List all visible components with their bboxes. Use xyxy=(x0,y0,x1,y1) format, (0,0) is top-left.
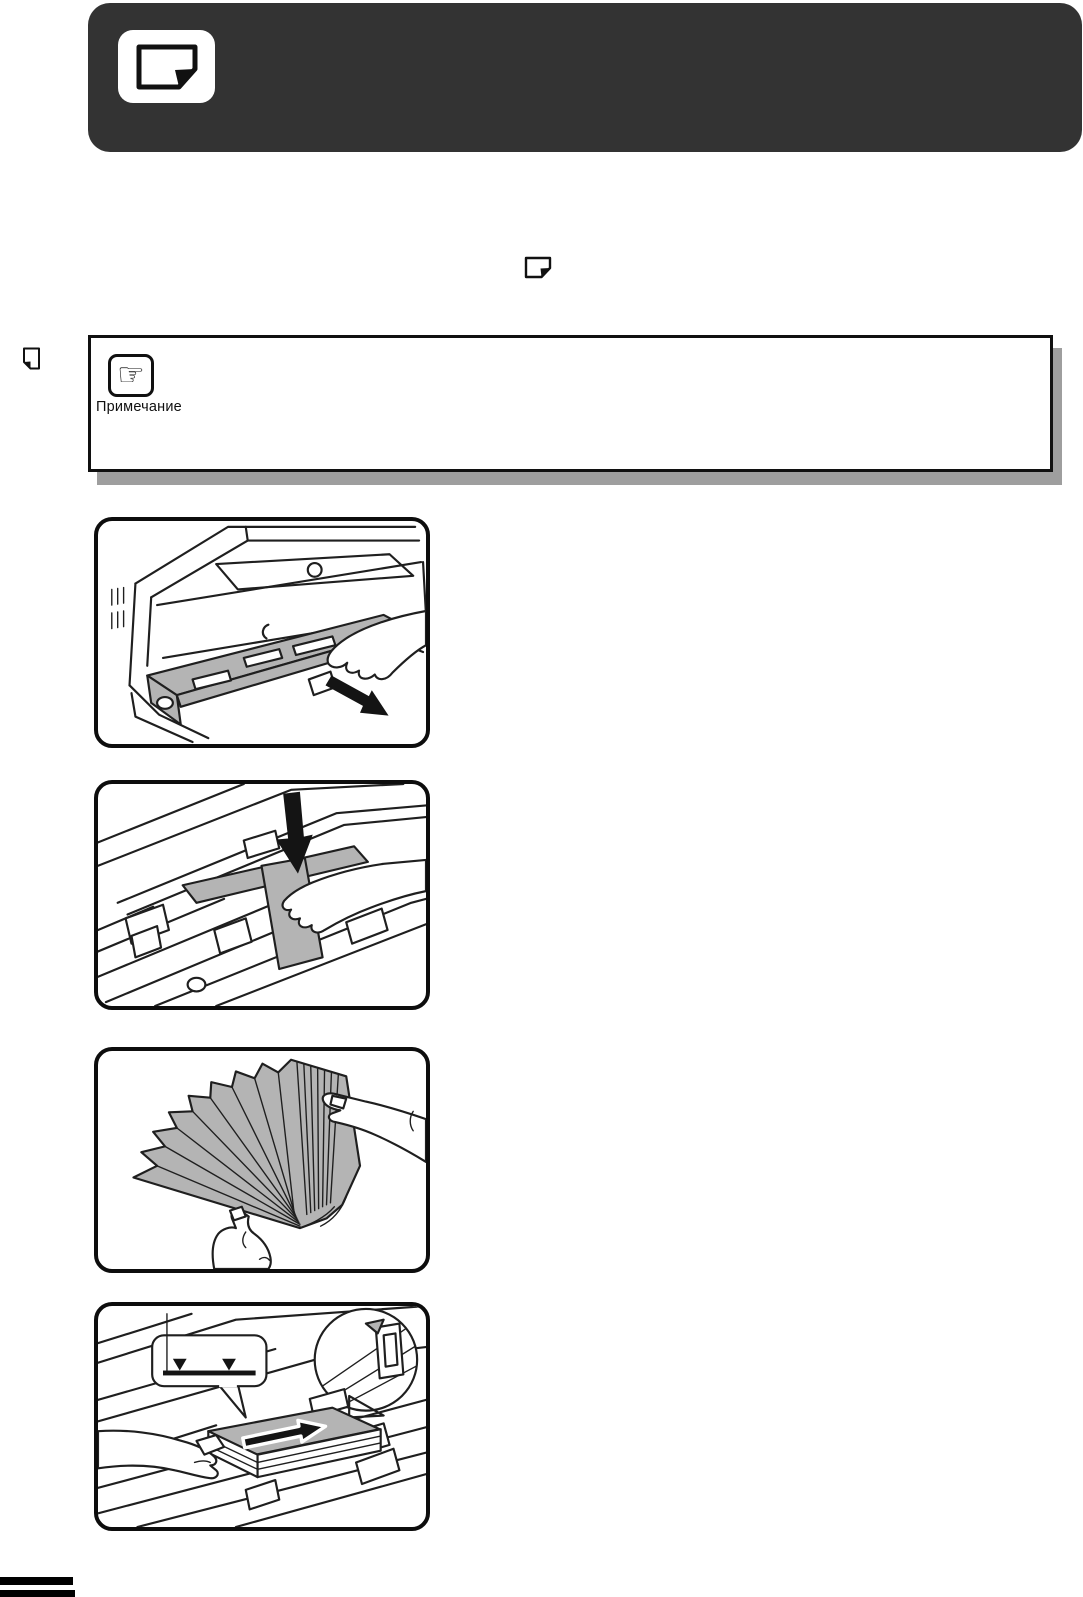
pointing-hand-glyph: ☞ xyxy=(117,357,145,393)
paper-icon xyxy=(135,43,199,91)
inline-paper-icon xyxy=(524,256,552,279)
pointing-hand-icon xyxy=(108,354,154,397)
load-paper-into-tray-illustration xyxy=(94,1302,430,1531)
note-box xyxy=(88,335,1053,472)
chapter-header-bar xyxy=(88,3,1082,152)
press-down-pressure-plate-illustration xyxy=(94,780,430,1010)
page-edge-paper-icon xyxy=(22,347,41,370)
footer-mark-bottom xyxy=(0,1590,75,1597)
fan-paper-stack-illustration xyxy=(94,1047,430,1273)
paper-icon-badge xyxy=(118,30,215,103)
footer-mark-top xyxy=(0,1577,73,1585)
pull-out-paper-tray-illustration xyxy=(94,517,430,748)
note-label: Примечание xyxy=(96,399,182,415)
